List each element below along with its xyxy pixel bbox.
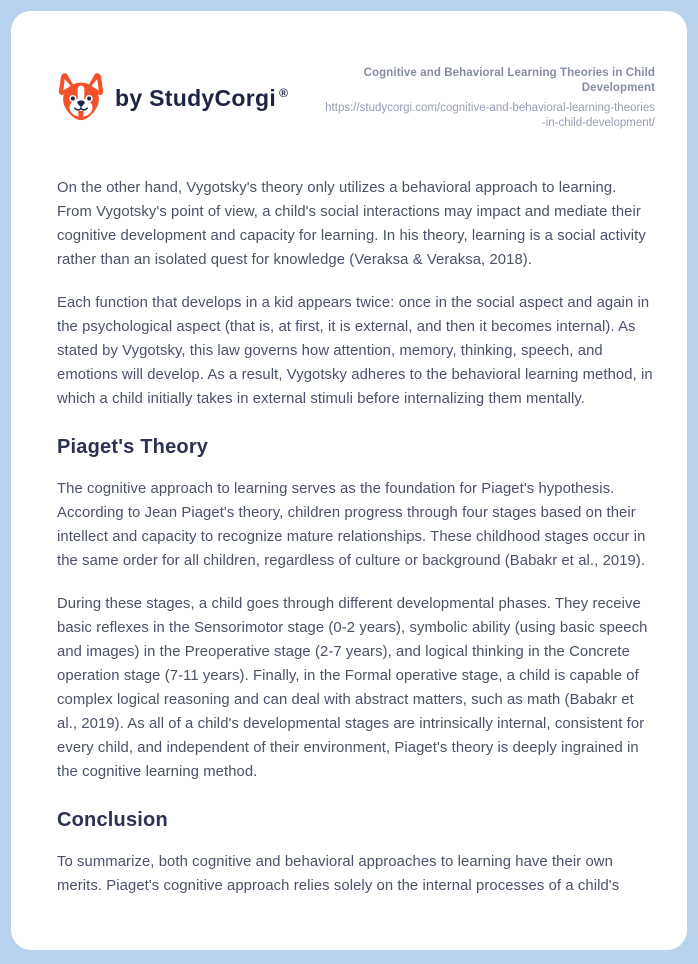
paragraph: To summarize, both cognitive and behavioral approaches to learning have their own merits. Piaget's cognitive approach relies solely on the internal processes of a child's [57,854,620,894]
document-card [11,11,687,950]
brand-name: by StudyCorgi ® [115,85,289,111]
document-header [57,66,655,131]
document-url-link[interactable]: https://studycorgi.com/cognitive-and-behavioral-learning-theories-in-child-development/ [325,102,655,129]
paragraph: During these stages, a child goes through different developmental phases. They receive basic reflexes in the Sensorimotor stage (0-2 years), symbolic ability (using basic speech and images) in the Preoperative stage (2-7 years), and logical thinking in the Concrete operation stage (7-11 years). Finally, in the Formal operative stage, a child is capable of complex logical reasoning and can deal with abstract matters, such as math (Babakr et al., 2019). As all of a child's developmental stages are intrinsically internal, consistent for every child, and independent of their environment, Piaget's theory is deeply ingrained in the cognitive learning method. [57,596,648,780]
article-body [57,176,655,898]
brand [57,73,288,124]
registered-trademark: ® [279,86,289,101]
paragraph: On the other hand, Vygotsky's theory only utilizes a behavioral approach to learning. From Vygotsky's point of view, a child's social interactions may impact and mediate their cognitive development and capacity for learning. In his theory, learning is a social activity rather than an isolated quest for knowledge (Veraksa & Veraksa, 2018). [57,180,646,268]
section-heading-conclusion: Conclusion [57,809,168,831]
paragraph: The cognitive approach to learning serves as the foundation for Piaget's hypothesis. According to Jean Piaget's theory, children progress through four stages based on their intellect and capacity to recognize mature relationships. These childhood stages occur in the same order for all children, regardless of culture or background (Babakr et al., 2019). [57,481,646,569]
document-meta [323,66,655,131]
paragraph: Each function that develops in a kid appears twice: once in the social aspect and again in the psychological aspect (that is, at first, it is external, and then it becomes internal). As stated by Vygotsky, this law governs how attention, memory, thinking, speech, and emotions will develop. As a result, Vygotsky adheres to the behavioral learning method, in which a child initially takes in external stimuli before internalizing them mentally. [57,295,653,407]
section-heading-piagets-theory: Piaget's Theory [57,436,209,458]
corgi-logo-icon [57,73,105,124]
document-title: Cognitive and Behavioral Learning Theories in Child Development [363,67,655,94]
